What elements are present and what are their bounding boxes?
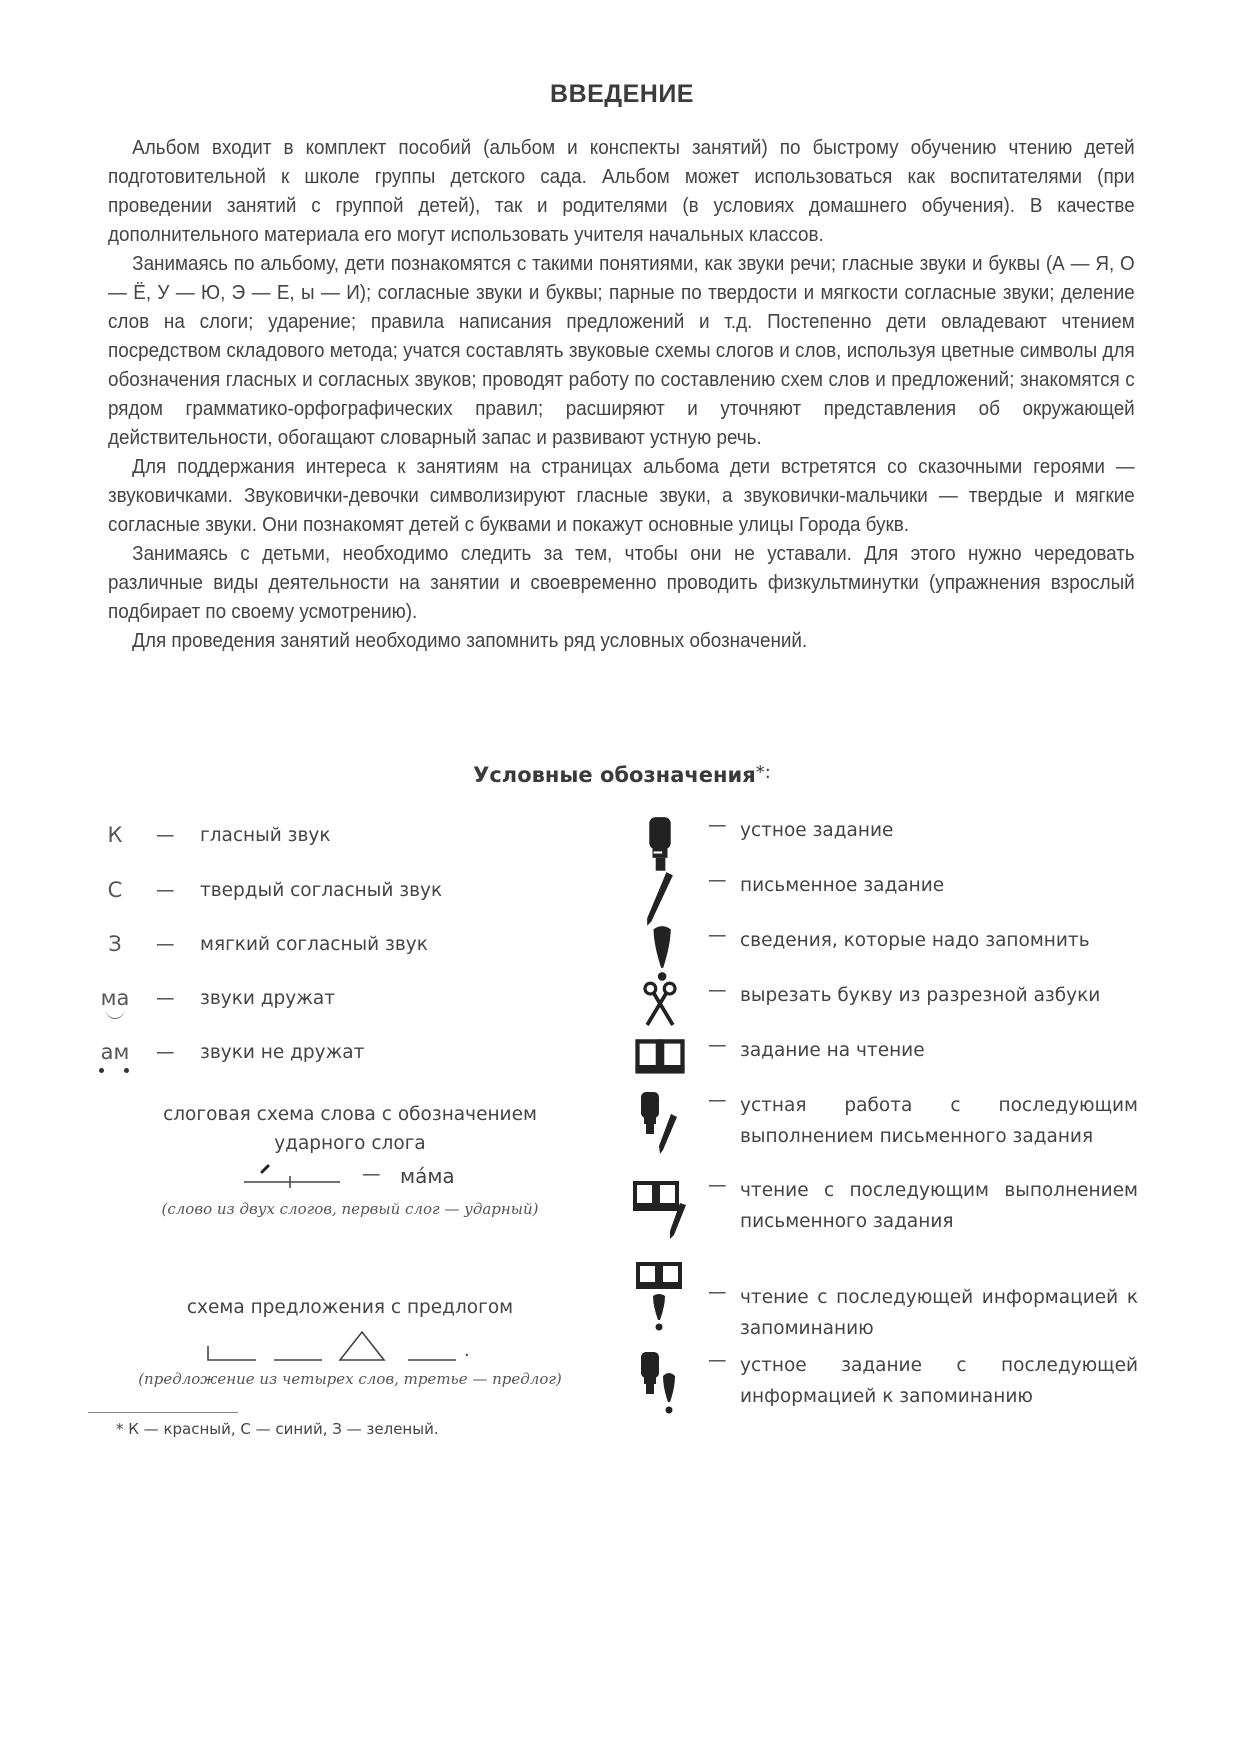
book-icon [630, 1035, 690, 1095]
legend-item: ма — звуки дружат [90, 983, 335, 1013]
paragraph: Занимаясь с детьми, необходимо следить за тем, чтобы они не уставали. Для этого нужно чередовать различные виды деятельности на занятии и своевременно проводить физкультминутки (упражнения взрослый подбирает по своему усмотрению). [108, 543, 1135, 623]
paragraph: Альбом входит в комплект пособий (альбом и конспекты занятий) по быстрому обучению чтению детей подготовительной к школе группы детского сада. Альбом может использоваться как воспитателями (при проведении занятий с группой детей), так и родителями (в условиях домашнего обучения). В качестве дополнительного материала его могут использовать учителя начальных классов. [108, 137, 1135, 246]
oral-exclamation-icon [630, 1350, 690, 1420]
syllable-diagram: — ма́ма [110, 1160, 590, 1194]
legend-item: З — мягкий согласный звук [90, 929, 428, 959]
example-word: ма́ма [400, 1164, 455, 1188]
legend-item: — устная работа с последующим выполнением письменного задания [630, 1090, 1150, 1170]
book-pencil-icon [630, 1175, 690, 1245]
vowel-symbol: К [107, 823, 123, 847]
oral-task-icon [630, 815, 690, 875]
legend-item: — устное задание с последующей информацией к запоминанию [630, 1350, 1150, 1430]
legend-item: С — твердый согласный звук [90, 875, 442, 905]
hard-consonant-symbol: С [107, 878, 123, 902]
oral-pencil-icon [630, 1090, 690, 1160]
paragraph: Для проведения занятий необходимо запомнить ряд условных обозначений. [132, 630, 808, 652]
paragraph: Занимаясь по альбому, дети познакомятся с такими понятиями, как звуки речи; гласные звуки и буквы (А — Я, О — Ё, У — Ю, Э — Е, ы — И); согласные звуки и буквы; парные по твердости и мягкости согласные звуки; деление слов на слоги; ударение; правила написания предложений и т.д. Постепенно дети овладевают чтением посредством складового метода; учатся составлять звуковые схемы слогов и слов, используя цветные символы для обозначения гласных и согласных звуков; проводят работу по составлению схем слов и предложений; знакомятся с рядом грамматико-орфографических правил; расширяют и уточняют представления об окружающей действительности, обогащают словарный запас и развивают устную речь. [108, 253, 1135, 449]
paragraph: Для поддержания интереса к занятиям на страницах альбома дети встретятся со сказочными героями — звуковичками. Звуковички-девочки символизируют гласные звуки, а звуковички-мальчики — твердые и мягкие согласные звуки. Они познакомят детей с буквами и покажут основные улицы Города букв. [108, 456, 1135, 536]
legend-item: — чтение с последующей информацией к запоминанию [630, 1260, 1150, 1340]
legend-item: К — гласный звук [90, 820, 331, 850]
syllable-scheme-icon [240, 1160, 350, 1194]
soft-consonant-symbol: З [108, 932, 122, 956]
legend-item: — чтение с последующим выполнением письменного задания [630, 1175, 1150, 1255]
sentence-scheme-icon [200, 1326, 480, 1366]
scissors-icon [630, 980, 690, 1040]
legend-item: — устное задание [630, 815, 1150, 869]
legend-item: ам — звуки не дружат [90, 1037, 364, 1067]
pencil-icon [630, 870, 690, 930]
exclamation-icon [630, 925, 690, 985]
footnote: * К — красный, С — синий, З — зеленый. [116, 1420, 439, 1438]
book-exclamation-icon [630, 1260, 690, 1336]
legend-item: — письменное задание [630, 870, 1150, 924]
separate-sounds-symbol: ам [90, 1040, 140, 1064]
sentence-diagram: . [90, 1326, 610, 1366]
footnote-marker: *: [755, 762, 771, 783]
syllable-scheme: слоговая схема слова с обозначением ударного слога — ма́ма (слово из двух слогов, первый слог — ударный) [110, 1100, 590, 1218]
legend-title: Условные обозначения*: [473, 762, 771, 787]
dots-mark-icon [99, 1068, 129, 1073]
sentence-scheme: схема предложения с предлогом . (предложение из четырех слов, третье — предлог) [90, 1293, 610, 1388]
legend-item: — сведения, которые надо запомнить [630, 925, 1150, 979]
legend-item: — вырезать букву из разрезной азбуки [630, 980, 1150, 1034]
legend-item: — задание на чтение [630, 1035, 1150, 1089]
intro-text [108, 134, 1135, 656]
footnote-divider [88, 1412, 238, 1413]
page-title: ВВЕДЕНИЕ [550, 80, 694, 108]
merged-syllable-symbol: ма [90, 986, 140, 1010]
arc-mark-icon [106, 1010, 124, 1019]
